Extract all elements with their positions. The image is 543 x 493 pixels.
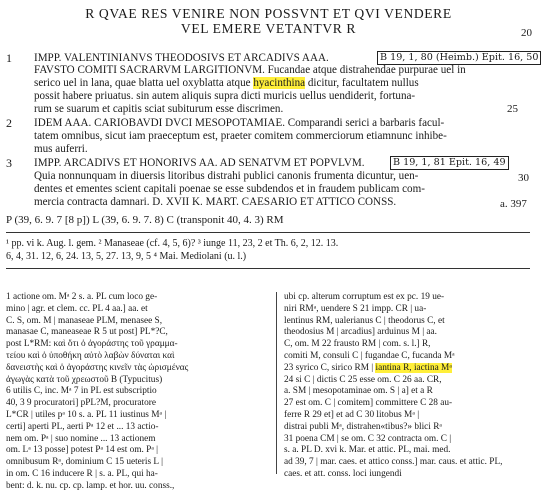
section-3-line: dentes et ementes scient capitali poenae se esse subdendos et in fraudem publicam com- (34, 183, 425, 195)
section-3-line: Quia nonnunquam in diuersis litoribus distrahi publici canonis frumenta dicuntur, uen- (34, 170, 419, 182)
divider (6, 268, 530, 269)
apparatus-line: distrai publi Mᵃ, distrahen«tibus?» blici Rᵃ (284, 421, 442, 432)
apparatus-line: a. SM | mesopotaminae om. S | a] et a R (284, 386, 433, 397)
apparatus-line: ferre R 29 et] et ad C 30 litobus Mᵃ | (284, 409, 420, 420)
highlight: hyacinthina (253, 77, 306, 89)
apparatus-line: τείου καὶ ὁ ὑποθήκη αὐτὸ λαβὼν δύναται καὶ (6, 350, 175, 361)
apparatus-left-column (6, 292, 188, 493)
apparatus-line: lentinus RM, ualerianus C | theodorus C, et (284, 315, 445, 326)
apparatus-line: omnibusum Rᵃ, dominium C 15 ueteris L | (6, 457, 163, 468)
apparatus-line: ad 39, 7 | mar. caes. et attico conss.] mar. caus. et attic. PL, (284, 457, 503, 468)
apparatus-line: niri RMᵃ, uendere S 21 impp. CR | ua- (284, 303, 427, 314)
apparatus-line: C. S, om. M | manaseae PLM, menasee S, (6, 315, 163, 326)
apparatus-line: comiti M, consuli C | fugandae C, fucanda Mᵃ (284, 350, 455, 361)
margin-number: 20 (521, 27, 532, 39)
apparatus-line: manasae C, maneaseae R 5 ut post] PL*?C, (6, 327, 168, 338)
apparatus-line: s. a. PL D. xvi k. Mar. et attic. PL, mai. med. (284, 445, 451, 456)
apparatus-line: certi] aperti PL, aerti Pᵃ 12 et ... 13 actio- (6, 421, 159, 432)
section-3-line: mercia contracta damnari. D. XVII K. MART. CAESARIO ET ATTICO CONSS. (34, 196, 397, 208)
footnote-line: 6, 4, 31. 12, 6, 24. 13, 5, 27. 13, 9, 5 ⁴ Mai. Mediolani (u. l.) (6, 251, 247, 262)
manuscript-sigla: P (39, 6. 9. 7 [8 p]) L (39, 6. 9. 7. 8) C (transponit 40, 4. 3) RM (6, 214, 284, 226)
apparatus-line: bent: d. k. nu. cp. cp. lamp. et hor. uu. conss., (6, 480, 175, 491)
apparatus-line: in om. C 16 inducere R | s. a. PL, qui ha- (6, 468, 158, 479)
section-3-line: IMPP. ARCADIVS ET HONORIVS AA. AD SENATVM ET POPVLVM. (34, 157, 365, 169)
section-1-line: possit habere priuatus. sin autem aliquis supra dicti muricis uellus uendiderit, fortuna- (34, 90, 416, 102)
section-1-line-highlighted: serico uel in lana, quae blatta uel oxyblatta atque hyacinthina dicitur, facultatem nullus (34, 77, 419, 89)
apparatus-line: 40, 3 9 procuratori] pPL?M, procuratore (6, 398, 156, 409)
section-2-line: tatem omnibus, sicut iam praeceptum est, praeter comitem commerciorum etiamnunc inhibe- (34, 130, 447, 142)
apparatus-line: 1 actione om. Mᵃ 2 s. a. PL cum loco ge- (6, 292, 158, 302)
apparatus-line: om. Lᵃ 13 posse] potest Pᵃ 14 est om. Pᵃ | (6, 445, 159, 456)
apparatus-right-column (284, 292, 502, 481)
apparatus-line: mino | agr. et clem. cc. PL 4 aa.] aa. et (6, 303, 148, 314)
apparatus-line: 31 poena CM | se om. C 32 contracta om. C | (284, 433, 452, 444)
column-divider (276, 292, 277, 474)
apparatus-line: ἀγωγὰς κατὰ τοῦ χρεωστοῦ B (Typucitus) (6, 374, 163, 385)
apparatus-line: 24 si C | dictis C 25 esse om. C 26 aa. CR, (284, 374, 442, 385)
title-line-1: R QVAE RES VENIRE NON POSSVNT ET QVI VENDERE (85, 6, 452, 21)
title-line-2: VEL EMERE VETANTVR R (180, 21, 357, 36)
section-number: 1 (6, 51, 12, 65)
apparatus-line: 6 utilis C, inc. Mᵃ 7 in PL est subscriptio (6, 386, 157, 397)
section-1-line: FAVSTO COMITI SACRARVM LARGITIONVM. Fucandae atque distrahendae purpurae uel in (34, 64, 466, 76)
section-2-line: mus auferri. (34, 143, 88, 155)
section-1-line: rum se suarum et capitis sciat subiturum esse discrimen. (34, 103, 284, 115)
margin-year: a. 397 (500, 198, 527, 210)
section-1-line: IMPP. VALENTINIANVS THEODOSIVS ET ARCADIVS AAA. (34, 52, 329, 64)
apparatus-line: 23 syrico C, sirico RM | iantina R, iactina Mᵃ (284, 362, 452, 373)
margin-number: 25 (507, 103, 518, 115)
divider (6, 232, 530, 233)
apparatus-line: theodosius M | arcadius] arduinus M | aa. (284, 327, 437, 338)
section-2-line: IDEM AAA. CARIOBAVDI DVCI MESOPOTAMIAE. Comparandi serici a barbaris facul- (34, 117, 445, 129)
section-number: 3 (6, 156, 12, 170)
section-number: 2 (6, 116, 12, 130)
source-reference-box: B 19, 1, 81 Epit. 16, 49 (390, 156, 509, 170)
highlight: iantina R, iactina Mᵃ (375, 362, 452, 373)
apparatus-line: L*CR | utiles pᵃ 10 s. a. PL 11 iustinus Mᵃ | (6, 409, 167, 420)
apparatus-line: C, om. M 22 frausto RM | com. s. l.] R, (284, 339, 431, 350)
apparatus-line: ubi cp. alterum corruptum est ex pc. 19 ue- (284, 292, 445, 302)
apparatus-line: nem om. Pᵃ | suo nomine ... 13 actionem (6, 433, 156, 444)
apparatus-line: caes. et att. conss. loci iungendi (284, 468, 402, 479)
margin-number: 30 (518, 172, 529, 184)
source-reference-box: B 19, 1, 80 (Heimb.) Epit. 16, 50 (377, 51, 541, 65)
footnote-line: ¹ pp. vi k. Aug. l. gem. ² Manaseae (cf. 4, 5, 6)? ³ iunge 11, 23, 2 et Th. 6, 2, 12. 13. (6, 238, 339, 249)
pre-highlight-text: serico uel in lana, quae blatta uel oxyblatta atque (34, 77, 254, 89)
apparatus-line: δανειστὴς καὶ ὁ ἀγοράστης κινεῖν τὰς ὡρισμένας (6, 362, 189, 373)
apparatus-line: post L*RM: καὶ ὅτι ὁ ἀγοράστης τοῦ γραμμα- (6, 339, 178, 350)
apparatus-line: 27 est om. C | comitem] committere C 28 au- (284, 398, 453, 409)
